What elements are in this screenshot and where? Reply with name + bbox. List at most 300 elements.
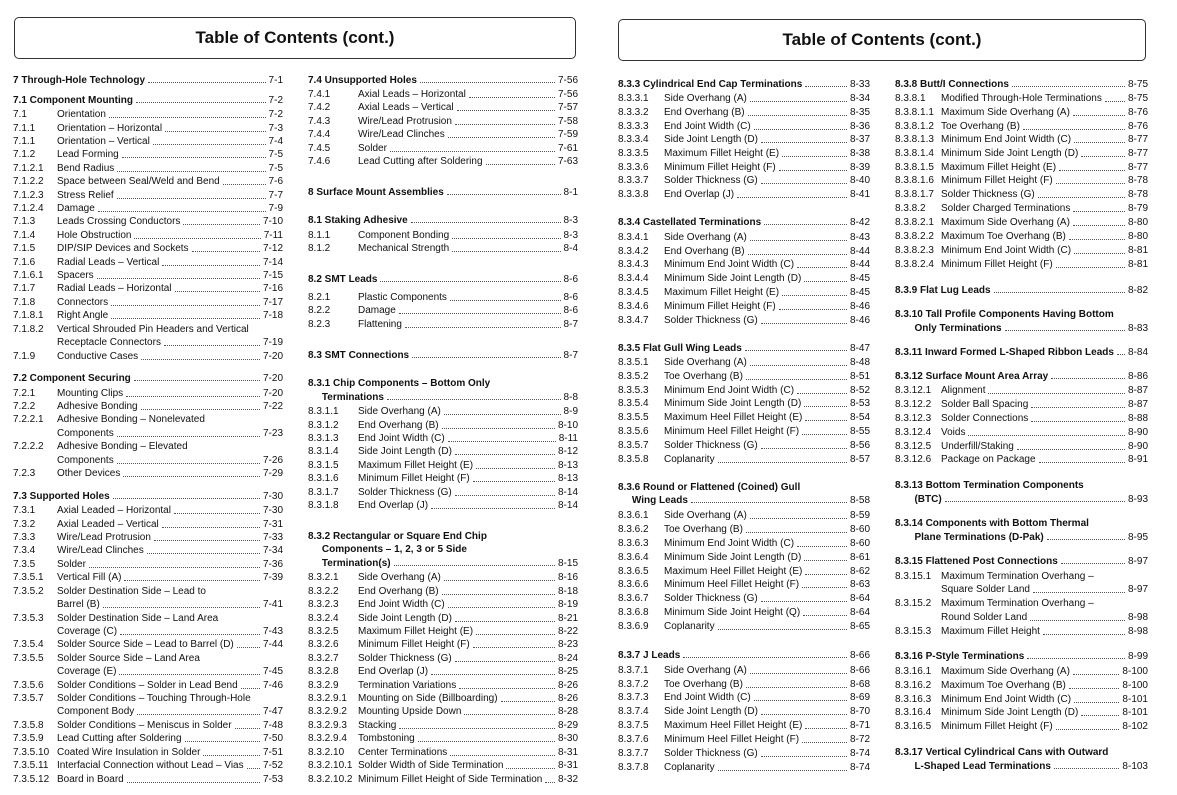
toc-entry-number: 7.3.5.3 — [13, 613, 44, 624]
toc-entry[interactable] — [13, 625, 283, 639]
toc-entry[interactable] — [13, 122, 283, 136]
toc-entry[interactable] — [895, 258, 1148, 272]
toc-entry[interactable] — [618, 258, 870, 272]
toc-entry-title: DIP/SIP Devices and Sockets — [57, 243, 189, 254]
toc-entry-number: 7.1.8.1 — [13, 310, 44, 321]
toc-entry[interactable] — [13, 440, 283, 454]
toc-entry[interactable] — [13, 350, 283, 364]
toc-page-number: 7-11 — [263, 230, 283, 241]
toc-page-number: 8-70 — [849, 706, 870, 717]
toc-entry[interactable] — [895, 693, 1148, 707]
toc-section-heading[interactable] — [618, 482, 870, 493]
toc-section-heading[interactable] — [895, 494, 1148, 505]
toc-entry[interactable] — [13, 638, 283, 652]
toc-entry[interactable] — [308, 459, 578, 473]
toc-entry-number: 7.1.1 — [13, 123, 36, 134]
toc-section-heading[interactable] — [618, 79, 870, 90]
toc-entry-number: 8.3.4.5 — [618, 287, 649, 298]
toc-entry-title: Solder Source Side – Lead to Barrel (D) — [57, 639, 234, 650]
toc-entry[interactable] — [308, 598, 578, 612]
toc-entry[interactable] — [308, 101, 578, 115]
toc-entry-title: Side Overhang (A) — [664, 93, 747, 104]
toc-entry-title: Solder Conditions – Meniscus in Solder — [57, 720, 232, 731]
toc-entry[interactable] — [308, 638, 578, 652]
toc-entry[interactable] — [13, 387, 283, 401]
toc-entry[interactable] — [308, 719, 578, 733]
toc-entry-title: 8.3.5 Flat Gull Wing Leads — [618, 343, 742, 354]
toc-entry[interactable] — [308, 472, 578, 486]
toc-section-heading[interactable] — [308, 392, 578, 403]
toc-entry-title: Mechanical Strength — [358, 243, 450, 254]
toc-entry[interactable] — [308, 625, 578, 639]
toc-section-heading[interactable] — [895, 651, 1148, 662]
toc-entry[interactable] — [618, 565, 870, 579]
toc-page-number: 8-19 — [557, 599, 578, 610]
toc-entry-title: Mounting Clips — [57, 388, 124, 399]
toc-entry[interactable] — [13, 598, 283, 612]
toc-dot-leader — [442, 585, 555, 595]
toc-page-number: 8-98 — [1127, 612, 1148, 623]
toc-entry-number: 8.1.2 — [308, 243, 331, 254]
toc-page-number: 8-54 — [849, 412, 870, 423]
toc-entry[interactable] — [13, 148, 283, 162]
toc-entry[interactable] — [618, 245, 870, 259]
toc-entry[interactable] — [618, 370, 870, 384]
toc-entry-number: 7.4.3 — [308, 116, 331, 127]
toc-entry[interactable] — [618, 411, 870, 425]
toc-entry[interactable] — [618, 719, 870, 733]
toc-entry-number: 7.1.7 — [13, 283, 36, 294]
toc-entry-title: 8.3.4 Castellated Terminations — [618, 217, 762, 228]
toc-entry[interactable] — [895, 384, 1148, 398]
toc-entry[interactable] — [895, 426, 1148, 440]
toc-section-heading[interactable] — [13, 491, 283, 502]
toc-entry-title: Maximum Side Overhang (A) — [941, 217, 1070, 228]
toc-entry-title: Minimum Side Joint Length (D) — [941, 148, 1079, 159]
toc-dot-leader — [127, 773, 260, 783]
toc-entry[interactable] — [618, 272, 870, 286]
toc-section-heading[interactable] — [618, 217, 870, 228]
toc-dot-leader — [418, 732, 555, 742]
toc-entry[interactable] — [895, 188, 1148, 202]
toc-entry[interactable] — [618, 678, 870, 692]
toc-entry-title: Wire/Lead Clinches — [57, 545, 144, 556]
toc-entry[interactable] — [308, 155, 578, 169]
toc-section-heading[interactable] — [13, 373, 283, 384]
toc-entry[interactable] — [618, 314, 870, 328]
toc-page-number: 7-30 — [262, 505, 283, 516]
toc-page-number: 8-40 — [849, 175, 870, 186]
toc-entry-number: 7.3.5 — [13, 559, 36, 570]
toc-entry[interactable] — [308, 445, 578, 459]
toc-dot-leader — [399, 719, 555, 729]
toc-entry[interactable] — [308, 665, 578, 679]
toc-section-heading[interactable] — [895, 285, 1148, 296]
toc-entry[interactable] — [13, 612, 283, 626]
toc-entry[interactable] — [308, 732, 578, 746]
toc-entry-title: Axial Leads – Horizontal — [358, 89, 466, 100]
toc-entry-title: End Overhang (B) — [358, 420, 439, 431]
toc-entry[interactable] — [308, 746, 578, 760]
toc-page-number: 8-31 — [557, 747, 578, 758]
toc-entry[interactable] — [895, 611, 1148, 625]
toc-entry[interactable] — [618, 747, 870, 761]
toc-entry[interactable] — [308, 652, 578, 666]
toc-entry[interactable] — [308, 679, 578, 693]
toc-entry[interactable] — [13, 309, 283, 323]
toc-entry[interactable] — [13, 242, 283, 256]
toc-entry-title: Maximum Fillet Height (E) — [358, 460, 474, 471]
toc-entry[interactable] — [308, 142, 578, 156]
toc-entry-number: 8.3.3.6 — [618, 162, 649, 173]
toc-entry[interactable] — [13, 215, 283, 229]
toc-entry[interactable] — [308, 304, 578, 318]
toc-entry-number: 8.3.3.4 — [618, 134, 649, 145]
toc-entry-title: Minimum Fillet Height (F) — [664, 162, 776, 173]
toc-dot-leader — [748, 245, 847, 255]
toc-entry[interactable] — [618, 300, 870, 314]
toc-entry[interactable] — [618, 592, 870, 606]
toc-entry-number: 8.3.6.9 — [618, 621, 649, 632]
toc-entry[interactable] — [895, 106, 1148, 120]
toc-entry-number: 8.3.1.6 — [308, 473, 339, 484]
toc-section-heading[interactable] — [13, 95, 283, 106]
toc-entry-title: Radial Leads – Horizontal — [57, 283, 172, 294]
toc-entry[interactable] — [13, 323, 283, 337]
toc-entry-title: Side Joint Length (D) — [358, 613, 452, 624]
toc-entry-title: Radial Leads – Vertical — [57, 257, 160, 268]
toc-entry-title: End Overhang (B) — [664, 246, 745, 257]
toc-entry[interactable] — [618, 188, 870, 202]
toc-dot-leader — [450, 746, 555, 756]
toc-entry[interactable] — [618, 106, 870, 120]
toc-entry-number: 7.1.8 — [13, 297, 36, 308]
toc-entry-number: 8.3.4.3 — [618, 259, 649, 270]
toc-entry[interactable] — [895, 583, 1148, 597]
toc-entry[interactable] — [13, 759, 283, 773]
toc-dot-leader — [761, 133, 847, 143]
toc-dot-leader — [803, 482, 867, 490]
toc-dot-leader — [1047, 532, 1125, 540]
toc-entry[interactable] — [895, 147, 1148, 161]
toc-entry[interactable] — [13, 135, 283, 149]
toc-entry[interactable] — [13, 518, 283, 532]
toc-entry[interactable] — [895, 120, 1148, 134]
toc-entry[interactable] — [618, 664, 870, 678]
toc-dot-leader — [148, 75, 266, 83]
toc-entry-number: 7.2.3 — [13, 468, 36, 479]
toc-section-heading[interactable] — [13, 75, 283, 86]
toc-entry-title: Components – 1, 2, 3 or 5 Side — [308, 544, 467, 555]
toc-section-heading[interactable] — [308, 558, 578, 569]
toc-entry[interactable] — [895, 161, 1148, 175]
toc-entry[interactable] — [13, 679, 283, 693]
toc-entry[interactable] — [13, 413, 283, 427]
toc-entry[interactable] — [308, 115, 578, 129]
toc-dot-leader — [448, 432, 556, 442]
toc-page-number: 8-76 — [1127, 107, 1148, 118]
toc-entry[interactable] — [13, 504, 283, 518]
toc-entry[interactable] — [895, 412, 1148, 426]
toc-entry[interactable] — [13, 585, 283, 599]
toc-entry[interactable] — [618, 147, 870, 161]
toc-entry[interactable] — [13, 773, 283, 787]
toc-entry-title: Solder Destination Side – Lead to — [57, 586, 206, 597]
toc-entry[interactable] — [895, 230, 1148, 244]
toc-dot-leader — [141, 350, 260, 360]
toc-entry[interactable] — [13, 531, 283, 545]
toc-entry[interactable] — [13, 296, 283, 310]
toc-entry-number: 8.3.15.3 — [895, 626, 932, 637]
toc-entry[interactable] — [13, 558, 283, 572]
toc-entry-title: 7.4 Unsupported Holes — [308, 75, 417, 86]
toc-entry[interactable] — [618, 425, 870, 439]
toc-entry[interactable] — [618, 174, 870, 188]
toc-dot-leader — [237, 638, 260, 648]
toc-entry[interactable] — [308, 229, 578, 243]
toc-entry[interactable] — [618, 551, 870, 565]
toc-entry[interactable] — [895, 570, 1148, 584]
toc-entry[interactable] — [895, 440, 1148, 454]
toc-entry[interactable] — [13, 544, 283, 558]
toc-section-heading[interactable] — [895, 371, 1148, 382]
toc-entry[interactable] — [895, 706, 1148, 720]
toc-page-number: 8-44 — [849, 259, 870, 270]
toc-entry[interactable] — [618, 439, 870, 453]
toc-entry-number: 7.4.6 — [308, 156, 331, 167]
toc-section-heading[interactable] — [308, 544, 578, 555]
toc-entry[interactable] — [895, 720, 1148, 734]
toc-entry[interactable] — [308, 88, 578, 102]
toc-entry[interactable] — [13, 108, 283, 122]
toc-entry-title: 7.2 Component Securing — [13, 373, 131, 384]
toc-dot-leader — [1117, 347, 1125, 355]
toc-entry[interactable] — [618, 384, 870, 398]
toc-entry[interactable] — [895, 202, 1148, 216]
toc-entry[interactable] — [618, 606, 870, 620]
toc-entry-number: 8.3.3.5 — [618, 148, 649, 159]
toc-section-heading[interactable] — [308, 215, 578, 226]
toc-entry[interactable] — [308, 291, 578, 305]
toc-entry[interactable] — [13, 189, 283, 203]
toc-entry[interactable] — [895, 625, 1148, 639]
toc-entry[interactable] — [308, 692, 578, 706]
toc-section-heading[interactable] — [308, 187, 578, 198]
toc-dot-leader — [126, 387, 260, 397]
toc-entry[interactable] — [618, 523, 870, 537]
toc-entry[interactable] — [308, 242, 578, 256]
toc-page-number: 8-9 — [563, 406, 578, 417]
toc-section-heading[interactable] — [308, 378, 578, 389]
toc-section-heading[interactable] — [895, 747, 1148, 758]
toc-entry[interactable] — [13, 746, 283, 760]
toc-section-heading[interactable] — [618, 343, 870, 354]
toc-dot-leader — [1017, 440, 1125, 450]
toc-page-number: 8-98 — [1127, 626, 1148, 637]
toc-entry-title: Damage — [358, 305, 396, 316]
toc-entry-number — [13, 454, 57, 468]
toc-section-heading[interactable] — [895, 480, 1148, 491]
toc-entry[interactable] — [13, 427, 283, 441]
toc-section-heading[interactable] — [308, 274, 578, 285]
toc-entry[interactable] — [618, 453, 870, 467]
toc-entry[interactable] — [13, 652, 283, 666]
toc-entry-title: Maximum Toe Overhang (B) — [941, 680, 1066, 691]
toc-entry[interactable] — [13, 336, 283, 350]
toc-entry[interactable] — [308, 499, 578, 513]
toc-section-heading[interactable] — [895, 323, 1148, 334]
toc-entry[interactable] — [308, 759, 578, 773]
toc-entry-title: Minimum Side Joint Length (D) — [664, 552, 802, 563]
toc-dot-leader — [797, 384, 847, 394]
toc-page-number: 7-20 — [262, 388, 283, 399]
toc-entry[interactable] — [308, 419, 578, 433]
toc-entry[interactable] — [13, 175, 283, 189]
toc-entry[interactable] — [13, 719, 283, 733]
toc-section-heading[interactable] — [895, 518, 1148, 529]
toc-entry[interactable] — [13, 269, 283, 283]
toc-dot-leader — [802, 733, 847, 743]
toc-section-heading[interactable] — [895, 309, 1148, 320]
toc-entry[interactable] — [308, 773, 578, 787]
toc-entry[interactable] — [308, 405, 578, 419]
toc-entry-number: 7.1.6.1 — [13, 270, 44, 281]
toc-dot-leader — [988, 384, 1125, 394]
toc-entry-title: Solder Conditions – Solder in Lead Bend — [57, 680, 238, 691]
toc-entry[interactable] — [13, 202, 283, 216]
toc-page-number: 8-43 — [849, 232, 870, 243]
toc-page-number: 8-6 — [563, 305, 578, 316]
toc-page-number: 8-26 — [557, 693, 578, 704]
toc-entry[interactable] — [618, 397, 870, 411]
toc-entry-number: 8.3.8.2.2 — [895, 231, 934, 242]
toc-page-number: 7-46 — [262, 680, 283, 691]
toc-dot-leader — [805, 565, 847, 575]
toc-page-number: 8-61 — [849, 552, 870, 563]
toc-entry[interactable] — [618, 509, 870, 523]
toc-section-heading[interactable] — [895, 532, 1148, 543]
toc-entry[interactable] — [13, 256, 283, 270]
toc-section-heading[interactable] — [895, 556, 1148, 567]
toc-entry[interactable] — [618, 356, 870, 370]
toc-entry[interactable] — [13, 467, 283, 481]
toc-section-heading[interactable] — [618, 495, 870, 506]
toc-entry[interactable] — [618, 578, 870, 592]
toc-dot-leader — [89, 558, 260, 568]
toc-dot-leader — [1031, 412, 1125, 422]
toc-entry[interactable] — [13, 229, 283, 243]
toc-entry[interactable] — [618, 537, 870, 551]
toc-entry[interactable] — [618, 705, 870, 719]
toc-entry[interactable] — [618, 120, 870, 134]
toc-entry[interactable] — [895, 597, 1148, 611]
toc-entry[interactable] — [13, 665, 283, 679]
toc-entry[interactable] — [13, 162, 283, 176]
toc-entry[interactable] — [13, 282, 283, 296]
toc-entry-title: Solder Ball Spacing — [941, 399, 1029, 410]
toc-entry[interactable] — [895, 133, 1148, 147]
toc-page-number: 8-69 — [849, 692, 870, 703]
toc-entry[interactable] — [308, 486, 578, 500]
toc-page-number: 7-5 — [268, 163, 283, 174]
toc-section-heading[interactable] — [308, 531, 578, 542]
toc-page-number: 7-1 — [268, 75, 283, 86]
toc-entry[interactable] — [618, 286, 870, 300]
toc-page-number: 7-4 — [268, 136, 283, 147]
toc-entry[interactable] — [895, 679, 1148, 693]
toc-entry-title: Only Terminations — [895, 323, 1002, 334]
toc-entry[interactable] — [618, 733, 870, 747]
toc-entry-title: 8.3.8 Butt/I Connections — [895, 79, 1009, 90]
toc-entry[interactable] — [895, 244, 1148, 258]
toc-entry[interactable] — [308, 128, 578, 142]
toc-section-heading[interactable] — [308, 75, 578, 86]
toc-page-number: 8-30 — [557, 733, 578, 744]
toc-entry[interactable] — [13, 705, 283, 719]
toc-section-heading[interactable] — [308, 350, 578, 361]
toc-entry[interactable] — [13, 454, 283, 468]
toc-section-heading[interactable] — [618, 650, 870, 661]
toc-section-heading[interactable] — [895, 761, 1148, 772]
toc-entry[interactable] — [308, 571, 578, 585]
toc-page-number: 8-3 — [563, 215, 578, 226]
toc-dot-leader — [473, 638, 555, 648]
toc-entry-title: 8.3.10 Tall Profile Components Having Bottom — [895, 309, 1114, 320]
toc-entry-title: End Joint Width (C) — [664, 692, 751, 703]
toc-entry-title: Stress Relief — [57, 190, 114, 201]
toc-entry[interactable] — [308, 318, 578, 332]
toc-entry[interactable] — [13, 732, 283, 746]
toc-entry-title: Components — [57, 428, 114, 439]
toc-entry[interactable] — [13, 571, 283, 585]
toc-entry-title: Minimum Fillet Height (F) — [941, 259, 1053, 270]
toc-entry-number — [13, 336, 57, 350]
toc-entry[interactable] — [895, 453, 1148, 467]
toc-entry[interactable] — [895, 174, 1148, 188]
toc-section-heading[interactable] — [895, 347, 1148, 358]
toc-entry[interactable] — [13, 400, 283, 414]
toc-entry-number: 8.3.5.7 — [618, 440, 649, 451]
toc-entry[interactable] — [895, 92, 1148, 106]
toc-entry[interactable] — [895, 665, 1148, 679]
toc-page-number: 7-33 — [262, 532, 283, 543]
toc-entry[interactable] — [618, 620, 870, 634]
toc-entry[interactable] — [13, 692, 283, 706]
toc-entry[interactable] — [618, 691, 870, 705]
toc-entry[interactable] — [308, 585, 578, 599]
toc-entry-title: 8.3.2 Rectangular or Square End Chip — [308, 531, 487, 542]
toc-entry[interactable] — [895, 398, 1148, 412]
toc-entry[interactable] — [308, 705, 578, 719]
toc-entry-title: End Joint Width (C) — [358, 599, 445, 610]
toc-page-number: 8-91 — [1127, 454, 1148, 465]
toc-entry[interactable] — [308, 432, 578, 446]
toc-entry[interactable] — [618, 761, 870, 775]
toc-entry-number: 7.1.3 — [13, 216, 36, 227]
toc-entry[interactable] — [618, 133, 870, 147]
toc-dot-leader — [137, 705, 260, 715]
toc-entry[interactable] — [618, 161, 870, 175]
toc-entry[interactable] — [618, 231, 870, 245]
toc-entry-number: 8.3.8.1.3 — [895, 134, 934, 145]
toc-entry[interactable] — [618, 92, 870, 106]
toc-entry[interactable] — [308, 612, 578, 626]
toc-section-heading[interactable] — [895, 79, 1148, 90]
toc-dot-leader — [119, 665, 260, 675]
toc-page-number: 7-26 — [262, 455, 283, 466]
toc-entry-title: Minimum Fillet Height (F) — [941, 721, 1053, 732]
toc-entry[interactable] — [895, 216, 1148, 230]
